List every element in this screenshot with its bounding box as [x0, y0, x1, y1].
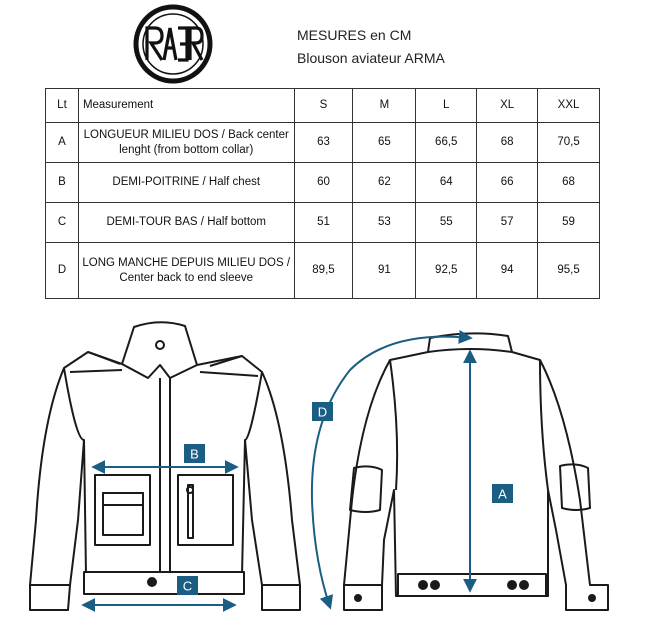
measurement-arrows: [84, 337, 470, 607]
header-size: XL: [477, 89, 538, 123]
label-d: [312, 402, 333, 421]
cell-value: 89,5: [294, 243, 353, 299]
header-lt: Lt: [46, 89, 79, 123]
measurement-en: Back center lenght (from bottom collar): [119, 128, 289, 156]
row-letter: D: [46, 243, 79, 299]
measurement-fr: DEMI-POITRINE: [112, 176, 200, 188]
svg-text:D: D: [317, 404, 328, 420]
svg-text:B: B: [190, 446, 199, 462]
header-size: XXL: [538, 89, 600, 123]
cell-value: 65: [353, 123, 416, 163]
jacket-diagram: [0, 300, 647, 625]
measurement-en: Half bottom: [207, 216, 267, 228]
cell-value: 92,5: [416, 243, 477, 299]
arrow-d: [312, 337, 470, 607]
header-size: L: [416, 89, 477, 123]
cell-value: 63: [294, 123, 353, 163]
cell-value: 62: [353, 163, 416, 203]
svg-text:C: C: [182, 578, 193, 594]
cell-value: 68: [538, 163, 600, 203]
measurement-fr: LONGUEUR MILIEU DOS: [83, 128, 219, 141]
row-measurement: DEMI-POITRINE / Half chest: [78, 163, 294, 203]
measurement-en: Center back to end sleeve: [119, 271, 254, 284]
cell-value: 66,5: [416, 123, 477, 163]
heading-line-2: Blouson aviateur ARMA: [297, 50, 445, 66]
cell-value: 60: [294, 163, 353, 203]
header-measurement: Measurement: [78, 89, 294, 123]
label-b: [184, 444, 205, 463]
table-row: [46, 123, 600, 163]
measurement-fr: LONG MANCHE DEPUIS MILIEU DOS: [82, 256, 284, 269]
heading-line-1: MESURES en CM: [297, 27, 412, 43]
row-measurement: LONGUEUR MILIEU DOS / Back center lenght (from bottom collar): [78, 123, 294, 163]
table-header-row: [46, 89, 600, 123]
svg-text:A: A: [498, 486, 507, 502]
cell-value: 53: [353, 203, 416, 243]
brand-logo: [133, 4, 213, 84]
size-table: [45, 88, 600, 299]
header-size: S: [294, 89, 353, 123]
cell-value: 57: [477, 203, 538, 243]
table-row: [46, 163, 600, 203]
cell-value: 55: [416, 203, 477, 243]
jacket-back: [344, 333, 608, 610]
header-size: M: [353, 89, 416, 123]
row-measurement: LONG MANCHE DEPUIS MILIEU DOS / Center back to end sleeve: [78, 243, 294, 299]
row-letter: A: [46, 123, 79, 163]
cell-value: 68: [477, 123, 538, 163]
table-row: [46, 203, 600, 243]
measurement-en: Half chest: [208, 176, 261, 188]
label-c: [177, 576, 198, 595]
row-letter: C: [46, 203, 79, 243]
cell-value: 94: [477, 243, 538, 299]
label-a: [492, 484, 513, 503]
cell-value: 64: [416, 163, 477, 203]
cell-value: 95,5: [538, 243, 600, 299]
cell-value: 70,5: [538, 123, 600, 163]
cell-value: 91: [353, 243, 416, 299]
table-row: [46, 243, 600, 299]
row-letter: B: [46, 163, 79, 203]
cell-value: 59: [538, 203, 600, 243]
cell-value: 66: [477, 163, 538, 203]
cell-value: 51: [294, 203, 353, 243]
measurement-fr: DEMI-TOUR BAS: [106, 216, 198, 228]
row-measurement: DEMI-TOUR BAS / Half bottom: [78, 203, 294, 243]
